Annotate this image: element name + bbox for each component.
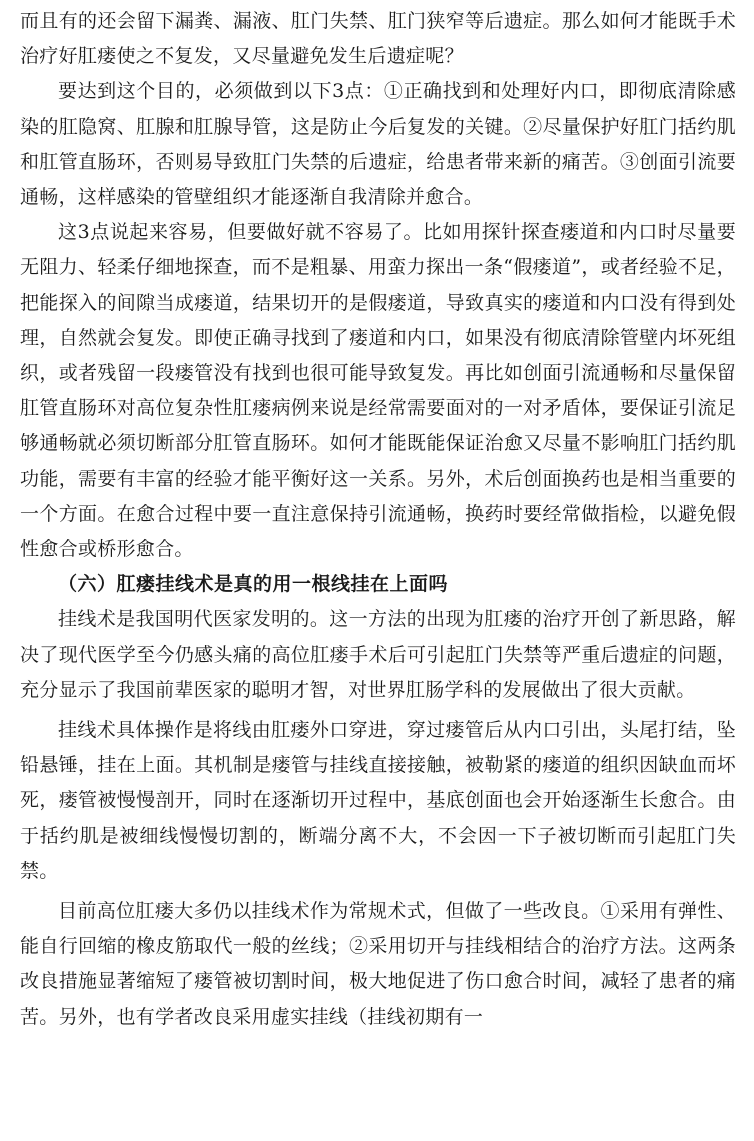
section-heading: （六）肛瘘挂线术是真的用一根线挂在上面吗 (58, 573, 449, 596)
paragraph-three-points: 要达到这个目的，必须做到以下3点：①正确找到和处理好内口，即彻底清除感染的肛隐窝、肛腺和肛腺导管，这是防止今后复发的关键。②尽量保护好肛门括约肌和肛管直肠环，否则易导致肛门失禁的后遗症，给患者带来新的痛苦。③创面引流要通畅，这样感染的管壁组织才能逐渐自我清除并愈合。 (20, 80, 736, 209)
paragraph-continuation: 而且有的还会留下漏粪、漏液、肛门失禁、肛门狭窄等后遗症。那么如何才能既手术治疗好肛瘘使之不复发，又尽量避免发生后遗症呢？ (20, 10, 736, 68)
paragraph-thread-origin: 挂线术是我国明代医家发明的。这一方法的出现为肛瘘的治疗开创了新思路，解决了现代医学至今仍感头痛的高位肛瘘手术后可引起肛门失禁等严重后遗症的问题，充分显示了我国前辈医家的聪明才智，对世界肛肠学科的发展做出了很大贡献。 (20, 608, 736, 701)
paragraph-thread-procedure: 挂线术具体操作是将线由肛瘘外口穿进，穿过瘘管后从内口引出，头尾打结，坠铅悬锤，挂在上面。其机制是瘘管与挂线直接接触，被勒紧的瘘道的组织因缺血而坏死，瘘管被慢慢剖开，同时在逐渐切开过程中，基底创面也会开始逐渐生长愈合。由于括约肌是被细线慢慢切割的，断端分离不大，不会因一下子被切断而引起肛门失禁。 (20, 719, 736, 882)
paragraph-difficulty: 这3点说起来容易，但要做好就不容易了。比如用探针探查瘘道和内口时尽量要无阻力、轻柔仔细地探查，而不是粗暴、用蛮力探出一条“假瘘道”，或者经验不足，把能探入的间隙当成瘘道，结果切开的是假瘘道，导致真实的瘘道和内口没有得到处理，自然就会复发。即使正确寻找到了瘘道和内口，如果没有彻底清除管壁内坏死组织，或者残留一段瘘管没有找到也很可能导致复发。再比如创面引流通畅和尽量保留肛管直肠环对高位复杂性肛瘘病例来说是经常需要面对的一对矛盾体，要保证引流足够通畅就必须切断部分肛管直肠环。如何才能既能保证治愈又尽量不影响肛门括约肌功能，需要有丰富的经验才能平衡好这一关系。另外，术后创面换药也是相当重要的一个方面。在愈合过程中要一直注意保持引流通畅，换药时要经常做指检，以避免假性愈合或桥形愈合。 (20, 221, 736, 561)
paragraph-thread-improvements: 目前高位肛瘘大多仍以挂线术作为常规术式，但做了一些改良。①采用有弹性、能自行回缩的橡皮筋取代一般的丝线；②采用切开与挂线相结合的治疗方法。这两条改良措施显著缩短了瘘管被切割时间，极大地促进了伤口愈合时间，减轻了患者的痛苦。另外，也有学者改良采用虚实挂线（挂线初期有一 (20, 900, 736, 1028)
document-page (20, 4, 736, 1035)
